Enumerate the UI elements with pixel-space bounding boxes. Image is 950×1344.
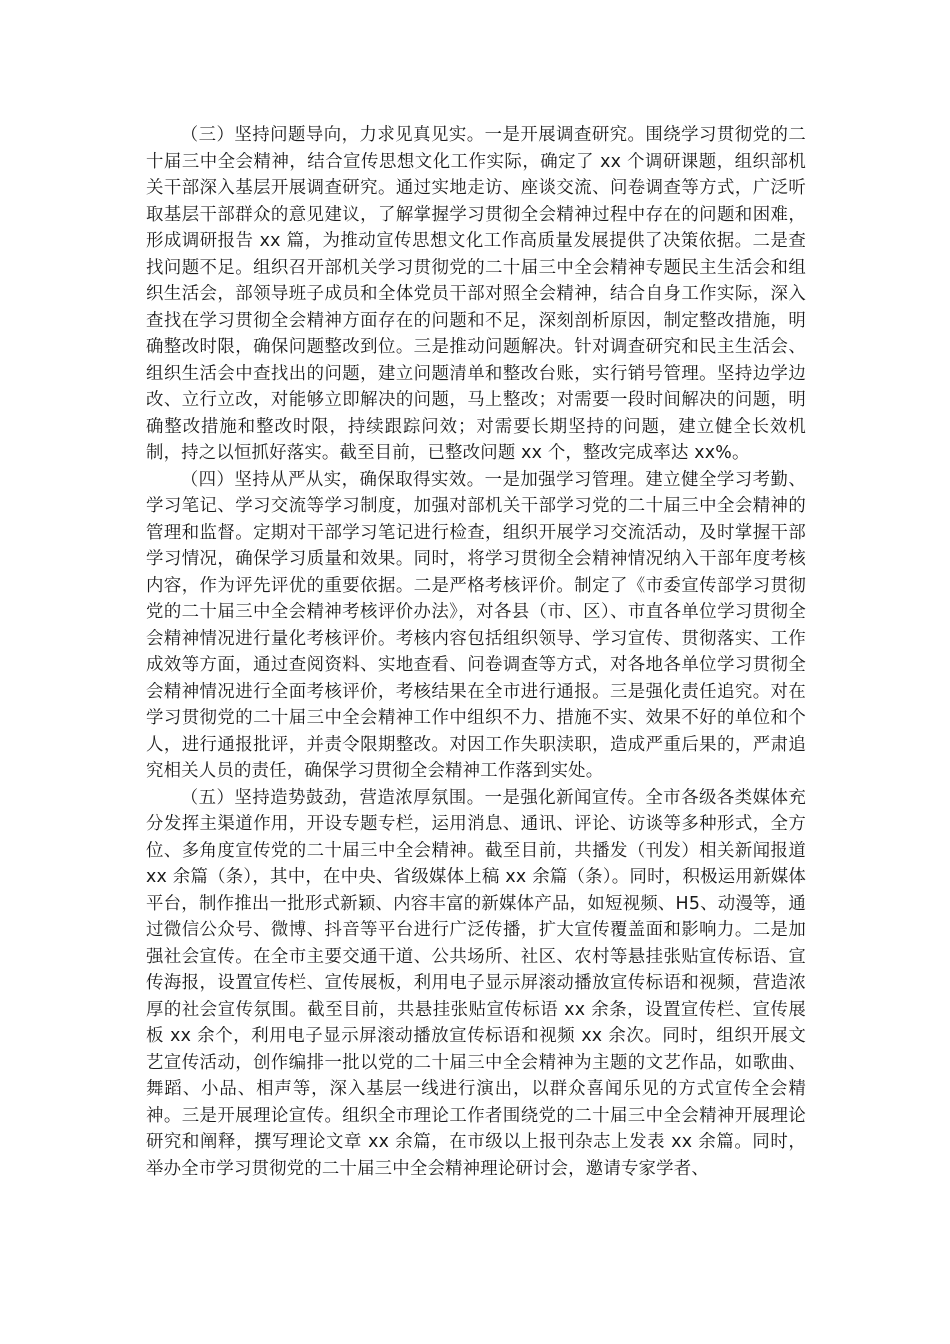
paragraph-section-3: （三）坚持问题导向，力求见真见实。一是开展调查研究。围绕学习贯彻党的二十届三中全会精神，结合宣传思想文化工作实际，确定了 xx 个调研课题，组织部机关干部深入基层开展调查研究。通过实地走访、座谈交流、问卷调查等方式，广泛听取基层干部群众的意见建议，了解掌握学习贯彻全会精神过程中存在的问题和困难，形成调研报告 xx 篇，为推动宣传思想文化工作高质量发展提供了决策依据。二是查找问题不足。组织召开部机关学习贯彻党的二十届三中全会精神专题民主生活会和组织生活会，部领导班子成员和全体党员干部对照全会精神，结合自身工作实际，深入查找在学习贯彻全会精神方面存在的问题和不足，深刻剖析原因，制定整改措施，明确整改时限，确保问题整改到位。三是推动问题解决。针对调查研究和民主生活会、组织生活会中查找出的问题，建立问题清单和整改台账，实行销号管理。坚持边学边改、立行立改，对能够立即解决的问题，马上整改；对需要一段时间解决的问题，明确整改措施和整改时限，持续跟踪问效；对需要长期坚持的问题，建立健全长效机制，持之以恒抓好落实。截至目前，已整改问题 xx 个，整改完成率达 xx%。 [146,125,806,463]
paragraph-section-4: （四）坚持从严从实，确保取得实效。一是加强学习管理。建立健全学习考勤、学习笔记、学习交流等学习制度，加强对部机关干部学习党的二十届三中全会精神的管理和监督。定期对干部学习笔记进行检查，组织开展学习交流活动，及时掌握干部学习情况，确保学习质量和效果。同时，将学习贯彻全会精神情况纳入干部年度考核内容，作为评先评优的重要依据。二是严格考核评价。制定了《市委宣传部学习贯彻党的二十届三中全会精神考核评价办法》，对各县（市、区）、市直各单位学习贯彻全会精神情况进行量化考核评价。考核内容包括组织领导、学习宣传、贯彻落实、工作成效等方面，通过查阅资料、实地查看、问卷调查等方式，对各地各单位学习贯彻全会精神情况进行全面考核评价，考核结果在全市进行通报。三是强化责任追究。对在学习贯彻党的二十届三中全会精神工作中组织不力、措施不实、效果不好的单位和个人，进行通报批评，并责令限期整改。对因工作失职渎职，造成严重后果的，严肃追究相关人员的责任，确保学习贯彻全会精神工作落到实处。 [146,469,806,781]
document-body [146,122,806,1182]
paragraph-section-5: （五）坚持造势鼓劲，营造浓厚氛围。一是强化新闻宣传。全市各级各类媒体充分发挥主渠道作用，开设专题专栏，运用消息、通讯、评论、访谈等多种形式，全方位、多角度宣传党的二十届三中全会精神。截至目前，共播发（刊发）相关新闻报道 xx 余篇（条），其中，在中央、省级媒体上稿 xx 余篇（条）。同时，积极运用新媒体平台，制作推出一批形式新颖、内容丰富的新媒体产品，如短视频、H5、动漫等，通过微信公众号、微博、抖音等平台进行广泛传播，扩大宣传覆盖面和影响力。二是加强社会宣传。在全市主要交通干道、公共场所、社区、农村等悬挂张贴宣传标语、宣传海报，设置宣传栏、宣传展板，利用电子显示屏滚动播放宣传标语和视频，营造浓厚的社会宣传氛围。截至目前，共悬挂张贴宣传标语 xx 余条，设置宣传栏、宣传展板 xx 余个，利用电子显示屏滚动播放宣传标语和视频 xx 余次。同时，组织开展文艺宣传活动，创作编排一批以党的二十届三中全会精神为主题的文艺作品，如歌曲、舞蹈、小品、相声等，深入基层一线进行演出，以群众喜闻乐见的方式宣传全会精神。三是开展理论宣传。组织全市理论工作者围绕党的二十届三中全会精神开展理论研究和阐释，撰写理论文章 xx 余篇，在市级以上报刊杂志上发表 xx 余篇。同时，举办全市学习贯彻党的二十届三中全会精神理论研讨会，邀请专家学者、 [146,787,806,1179]
